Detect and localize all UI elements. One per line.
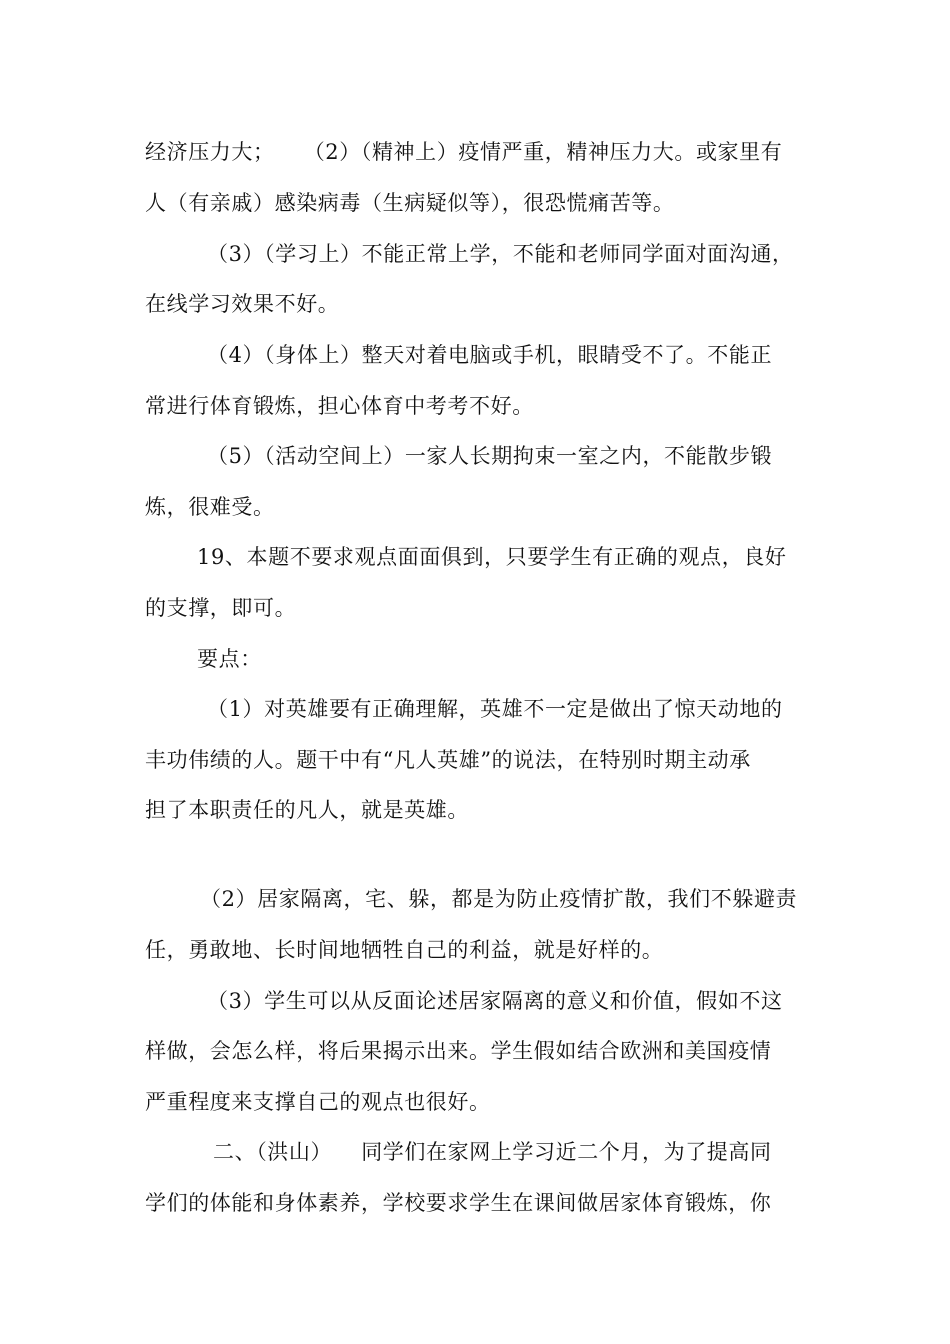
text-line-20: 二、（洪山） 同学们在家网上学习近二个月，为了提高同 xyxy=(213,1140,772,1164)
text-line-7: （5）（活动空间上）一家人长期拘束一室之内，不能散步锻 xyxy=(207,444,773,468)
text-line-13: 丰功伟绩的人。题干中有“凡人英雄”的说法，在特别时期主动承 xyxy=(145,748,751,772)
text-line-8: 炼，很难受。 xyxy=(145,495,275,519)
text-line-21: 学们的体能和身体素养，学校要求学生在课间做居家体育锻炼，你 xyxy=(145,1191,772,1215)
text-line-10: 的支撑，即可。 xyxy=(145,596,297,620)
text-line-11: 要点： xyxy=(197,647,262,671)
text-line-5: （4）（身体上）整天对着电脑或手机，眼睛受不了。不能正 xyxy=(207,343,773,367)
text-line-6: 常进行体育锻炼，担心体育中考考不好。 xyxy=(145,394,534,418)
text-line-3: （3）（学习上）不能正常上学，不能和老师同学面对面沟通， xyxy=(207,242,794,266)
text-line-17: （3）学生可以从反面论述居家隔离的意义和价值，假如不这 xyxy=(207,989,783,1013)
text-line-15: （2）居家隔离，宅、躲，都是为防止疫情扩散，我们不躲避责 xyxy=(200,887,798,911)
text-line-18: 样做，会怎么样，将后果揭示出来。学生假如结合欧洲和美国疫情 xyxy=(145,1039,772,1063)
text-line-14: 担了本职责任的凡人，就是英雄。 xyxy=(145,798,469,822)
text-line-9: 19、本题不要求观点面面俱到，只要学生有正确的观点，良好 xyxy=(197,545,787,569)
text-line-16: 任，勇敢地、长时间地牺牲自己的利益，就是好样的。 xyxy=(145,938,664,962)
text-line-19: 严重程度来支撑自己的观点也很好。 xyxy=(145,1090,491,1114)
text-line-12: （1）对英雄要有正确理解，英雄不一定是做出了惊天动地的 xyxy=(207,697,783,721)
text-line-4: 在线学习效果不好。 xyxy=(145,292,340,316)
text-line-2: 人（有亲戚）感染病毒（生病疑似等），很恐慌痛苦等。 xyxy=(145,191,675,215)
text-line-1: 经济压力大； （2）（精神上）疫情严重，精神压力大。或家里有 xyxy=(145,140,783,164)
